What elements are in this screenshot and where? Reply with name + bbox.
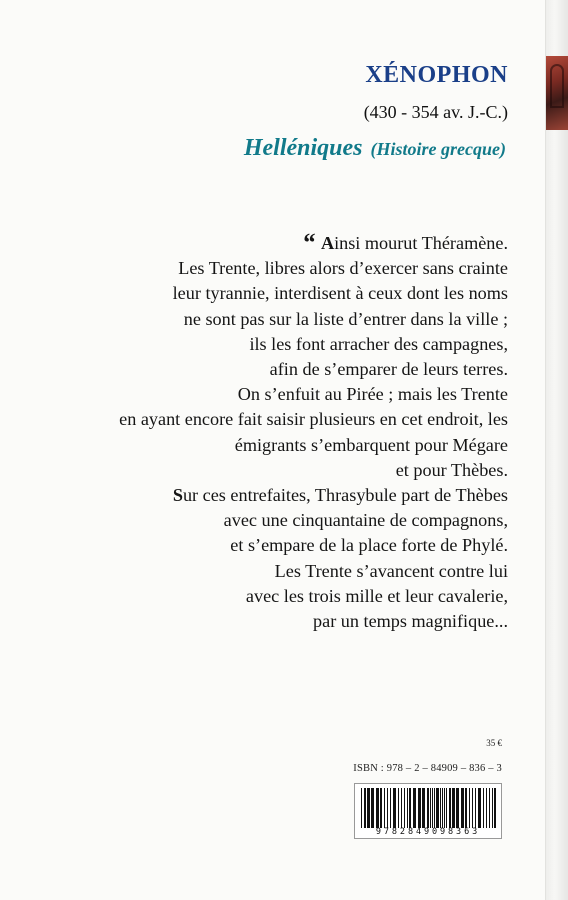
barcode-bar [489, 788, 490, 828]
barcode-bar [418, 788, 421, 828]
quote-line: avec une cinquantaine de compagnons, [223, 510, 508, 531]
quote-line: par un temps magnifique... [313, 611, 508, 632]
isbn-label: ISBN : 978 – 2 – 84909 – 836 – 3 [353, 763, 502, 774]
quote-line: Les Trente, libres alors d’exercer sans crainte [178, 258, 508, 279]
barcode-bar [440, 788, 441, 828]
barcode-bar [409, 788, 411, 828]
barcode-bar [436, 788, 439, 828]
barcode [354, 783, 502, 839]
quote-line [38, 483, 508, 508]
quote-line-text: ur ces entrefaites, Thrasybule part de Thèbes [182, 485, 508, 506]
barcode-bar [387, 788, 388, 828]
barcode-bar [461, 788, 464, 828]
barcode-bar [380, 788, 382, 828]
quote-line: Les Trente s’avancent contre lui [274, 560, 508, 581]
barcode-bar [404, 788, 405, 828]
price-label: 35 € [486, 738, 502, 748]
author-name: XÉNOPHON [365, 62, 508, 88]
drop-letter: S [172, 485, 183, 506]
barcode-bar [393, 788, 396, 828]
quote-line: leur tyrannie, interdisent à ceux dont les noms [172, 283, 508, 304]
barcode-bar [444, 788, 445, 828]
quote-line: en ayant encore fait saisir plusieurs en cet endroit, les [119, 409, 508, 430]
barcode-bar [422, 788, 425, 828]
barcode-bar [427, 788, 429, 828]
quote-line: On s’enfuit au Pirée ; mais les Trente [237, 384, 508, 405]
barcode-bar [456, 788, 459, 828]
barcode-bar [469, 788, 470, 828]
barcode-bar [367, 788, 370, 828]
open-quote-mark: “ [301, 228, 315, 257]
author-dates: (430 - 354 av. J.-C.) [363, 102, 508, 122]
barcode-bar [465, 788, 467, 828]
back-cover-quote [38, 228, 508, 634]
barcode-bar [390, 788, 391, 828]
quote-line-text: insi mourut Théramène. [334, 233, 508, 253]
quote-line: et pour Thèbes. [395, 459, 508, 480]
barcode-bar [376, 788, 379, 828]
quote-line: ne sont pas sur la liste d’entrer dans la ville ; [183, 308, 508, 329]
book-subtitle: (Histoire grecque) [370, 139, 506, 159]
book-title: Helléniques [243, 135, 363, 161]
barcode-bar [442, 788, 443, 828]
barcode-bar [432, 788, 433, 828]
barcode-bar [407, 788, 408, 828]
quote-line [38, 228, 508, 257]
barcode-bar [361, 788, 362, 828]
barcode-bar [483, 788, 484, 828]
barcode-bar [475, 788, 476, 828]
barcode-bar [430, 788, 431, 828]
barcode-bar [478, 788, 481, 828]
quote-line: et s’empare de la place forte de Phylé. [230, 535, 508, 556]
barcode-bar [413, 788, 416, 828]
barcode-bar [492, 788, 493, 828]
quote-line: émigrants s’embarquent pour Mégare [234, 434, 508, 455]
barcode-bar [398, 788, 399, 828]
barcode-bar [452, 788, 455, 828]
barcode-bar [364, 788, 366, 828]
drop-letter: A [320, 233, 335, 253]
quote-line: ils les font arracher des campagnes, [249, 333, 508, 354]
barcode-bar [449, 788, 451, 828]
barcode-bar [384, 788, 385, 828]
barcode-bar [371, 788, 374, 828]
book-spine-edge [545, 0, 568, 900]
quote-line: avec les trois mille et leur cavalerie, [245, 585, 508, 606]
barcode-bar [446, 788, 447, 828]
barcode-bar [486, 788, 487, 828]
barcode-bar [472, 788, 473, 828]
barcode-digits: 9782849098363 [359, 828, 497, 837]
barcode-bar [434, 788, 435, 828]
spine-cover-image [546, 56, 568, 130]
quote-line: afin de s’emparer de leurs terres. [269, 359, 508, 380]
barcode-bar [494, 788, 496, 828]
barcode-bar [401, 788, 402, 828]
book-title-line [244, 135, 506, 162]
